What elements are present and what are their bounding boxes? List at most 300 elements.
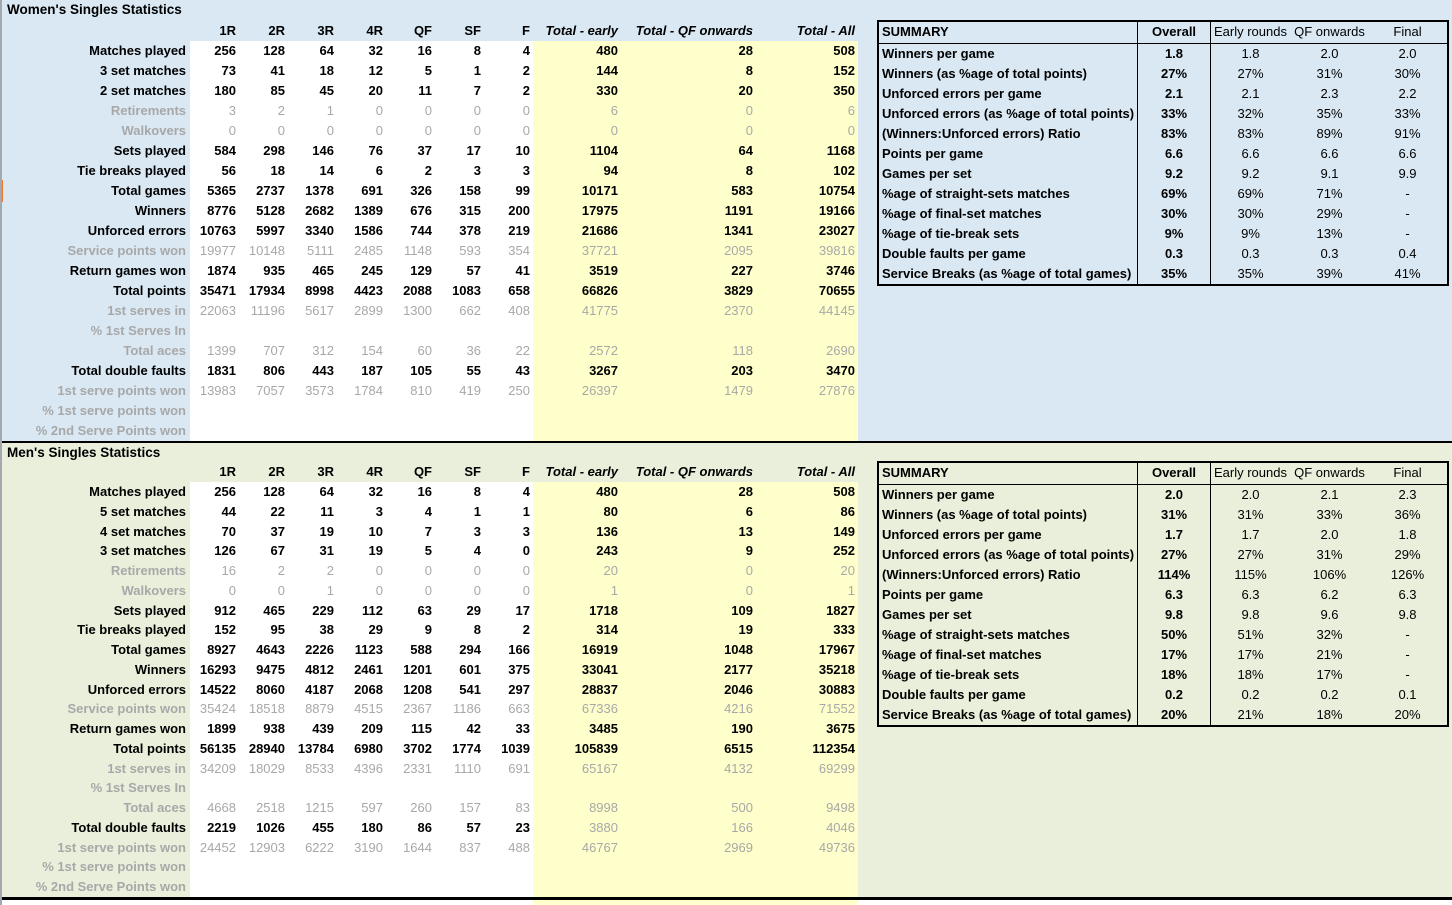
round-value-cell: 2 xyxy=(424,163,432,178)
total-value-cell: 2690 xyxy=(826,343,855,358)
round-value-cell: 41 xyxy=(270,63,285,78)
table-row xyxy=(0,581,860,601)
round-value-cell: 76 xyxy=(368,143,383,158)
summary-row-label: Winners (as %age of total points) xyxy=(879,505,1138,525)
summary-row xyxy=(879,545,1447,565)
round-value-cell: 2682 xyxy=(305,203,334,218)
summary-final-value: 1.8 xyxy=(1398,527,1417,542)
total-value-cell: 1718 xyxy=(589,602,618,618)
total-value-cell: 17975 xyxy=(581,203,618,218)
round-value-cell: 1148 xyxy=(404,243,432,258)
summary-qf-value: 2.1 xyxy=(1320,487,1339,502)
round-value-cell: 6222 xyxy=(305,839,334,855)
round-value-cell: 64 xyxy=(319,484,334,499)
table-row xyxy=(0,201,860,221)
summary-row-label: Winners per game xyxy=(879,44,1138,64)
summary-overall-value: 2.1 xyxy=(1138,84,1211,104)
round-value-cell: 8533 xyxy=(305,760,334,776)
total-value-cell: 71552 xyxy=(818,701,855,717)
round-value-cell: 29 xyxy=(368,622,383,638)
round-value-cell: 1399 xyxy=(207,343,236,358)
summary-qf-value: 6.2 xyxy=(1320,587,1339,602)
round-value-cell: 1 xyxy=(473,63,481,78)
mens-section-title: Men's Singles Statistics xyxy=(7,445,161,460)
round-value-cell xyxy=(288,401,337,421)
summary-overall-value: 18% xyxy=(1138,665,1211,685)
round-value-cell: 35424 xyxy=(199,701,236,717)
round-value-cell xyxy=(337,877,386,897)
total-value-cell: 8998 xyxy=(589,800,618,815)
round-value-cell: 0 xyxy=(228,582,236,598)
row-label: Walkovers xyxy=(121,123,186,138)
round-value-cell: 260 xyxy=(410,800,432,815)
summary-overall-value: 50% xyxy=(1138,625,1211,645)
summary-early-value: 0.3 xyxy=(1241,246,1260,261)
round-value-cell xyxy=(386,857,435,877)
round-value-cell: 488 xyxy=(508,839,530,855)
summary-row-label: Points per game xyxy=(879,585,1138,605)
round-value-cell: 13784 xyxy=(297,740,334,756)
round-value-cell: 3 xyxy=(473,523,481,539)
round-value-cell: 8776 xyxy=(207,203,236,218)
round-value-cell: 7 xyxy=(424,523,432,539)
round-value-cell xyxy=(435,321,484,341)
total-value-cell: 39816 xyxy=(818,243,855,258)
summary-early-value: 2.0 xyxy=(1241,487,1260,502)
round-value-cell: 810 xyxy=(410,383,432,398)
summary-row xyxy=(879,244,1447,264)
row-label: 1st serve points won xyxy=(57,383,186,398)
row-label: Total double faults xyxy=(71,363,186,378)
round-value-cell: 5997 xyxy=(256,223,285,238)
summary-row xyxy=(879,705,1447,725)
round-value-cell xyxy=(386,877,435,897)
round-value-cell: 1899 xyxy=(207,721,236,736)
row-label: 4 set matches xyxy=(100,523,186,539)
summary-row xyxy=(879,184,1447,204)
round-value-cell: 4 xyxy=(424,503,432,519)
row-label: Winners xyxy=(134,661,186,677)
summary-row-label: %age of straight-sets matches xyxy=(879,625,1138,645)
total-value-cell: 2046 xyxy=(724,681,753,697)
total-value-cell: 1104 xyxy=(589,143,618,158)
total-value-cell: 2572 xyxy=(589,343,618,358)
summary-qf-value: 31% xyxy=(1316,66,1343,81)
summary-early-value: 9.2 xyxy=(1241,166,1260,181)
round-value-cell xyxy=(190,421,239,441)
summary-row xyxy=(879,144,1447,164)
round-value-cell: 3 xyxy=(522,523,530,539)
summary-final-value: 91% xyxy=(1394,126,1421,141)
total-value-cell: 44145 xyxy=(818,303,855,318)
table-row xyxy=(0,241,860,261)
summary-qf-value: 2.0 xyxy=(1320,46,1339,61)
table-row xyxy=(0,759,860,779)
row-label: 3 set matches xyxy=(100,543,186,559)
table-row xyxy=(0,601,860,621)
total-value-cell: 3829 xyxy=(724,283,753,298)
summary-row xyxy=(879,204,1447,224)
row-label: 2 set matches xyxy=(100,83,186,98)
summary-row-label: Service Breaks (as %age of total games) xyxy=(879,264,1138,284)
summary-early-value: 51% xyxy=(1237,627,1264,642)
total-value-cell: 1479 xyxy=(724,383,753,398)
round-value-cell: 691 xyxy=(508,760,530,776)
round-value-cell: 19 xyxy=(319,523,334,539)
summary-final-value: 0.1 xyxy=(1398,687,1417,702)
summary-row-label: Unforced errors (as %age of total points) xyxy=(879,104,1138,124)
total-value-cell: 86 xyxy=(840,503,855,519)
table-row xyxy=(0,877,860,897)
summary-final-value: 36% xyxy=(1394,507,1421,522)
total-value-cell: 20 xyxy=(603,563,618,578)
round-value-cell: 465 xyxy=(263,602,285,618)
total-column-header: Total - QF onwards xyxy=(635,23,753,38)
round-value-cell: 29 xyxy=(466,602,481,618)
total-value-cell: 0 xyxy=(745,123,753,138)
summary-early-value: 1.7 xyxy=(1241,527,1260,542)
row-label: Tie breaks played xyxy=(77,163,186,178)
summary-early-value: 35% xyxy=(1237,266,1264,281)
round-value-cell: 0 xyxy=(375,123,383,138)
round-value-cell: 5 xyxy=(424,543,432,559)
round-value-cell: 7057 xyxy=(256,383,285,398)
summary-row-label: (Winners:Unforced errors) Ratio xyxy=(879,124,1138,144)
total-value-cell: 203 xyxy=(731,363,753,378)
round-value-cell: 663 xyxy=(508,701,530,717)
total-value-cell: 2177 xyxy=(724,661,753,677)
round-value-cell: 18 xyxy=(270,163,285,178)
total-value-cell: 6 xyxy=(610,103,618,118)
summary-overall-value: 30% xyxy=(1138,204,1211,224)
row-label: % 1st Serves In xyxy=(90,323,186,338)
round-column-header: F xyxy=(522,464,530,479)
round-value-cell: 8 xyxy=(473,43,481,58)
round-value-cell xyxy=(190,401,239,421)
total-value-cell: 13 xyxy=(738,523,753,539)
summary-final-value: - xyxy=(1405,186,1410,201)
round-value-cell: 935 xyxy=(263,263,285,278)
summary-row xyxy=(879,264,1447,284)
round-value-cell: 3 xyxy=(375,503,383,519)
round-value-cell: 63 xyxy=(417,602,432,618)
summary-row-label: Unforced errors per game xyxy=(879,84,1138,104)
round-value-cell: 115 xyxy=(411,721,432,736)
round-column-header: F xyxy=(522,23,530,38)
round-value-cell xyxy=(484,857,533,877)
summary-early-value: 69% xyxy=(1237,186,1264,201)
table-row xyxy=(0,341,860,361)
total-value-cell: 1 xyxy=(610,582,618,598)
summary-row xyxy=(879,64,1447,84)
womens-section-title: Women's Singles Statistics xyxy=(7,2,182,17)
round-value-cell: 3190 xyxy=(354,839,383,855)
bottom-sliver xyxy=(0,900,1452,905)
round-value-cell: 7 xyxy=(473,83,481,98)
round-value-cell: 4 xyxy=(522,43,530,58)
round-value-cell: 0 xyxy=(473,103,481,118)
row-label: 1st serve points won xyxy=(57,839,186,855)
summary-final-value: - xyxy=(1405,226,1410,241)
round-value-cell: 245 xyxy=(361,263,383,278)
round-value-cell: 1201 xyxy=(403,661,432,677)
row-label: 5 set matches xyxy=(100,503,186,519)
round-column-header: 1R xyxy=(219,23,236,38)
total-value-cell: 30883 xyxy=(818,681,855,697)
round-value-cell: 1774 xyxy=(452,740,481,756)
womens-section xyxy=(0,0,1452,441)
summary-qf-value: 35% xyxy=(1316,106,1343,121)
round-value-cell: 105 xyxy=(410,363,432,378)
row-label: Matches played xyxy=(89,43,186,58)
total-value-cell: 9498 xyxy=(826,800,855,815)
total-value-cell: 28837 xyxy=(581,681,618,697)
total-value-cell: 1168 xyxy=(826,143,855,158)
round-value-cell: 70 xyxy=(221,523,236,539)
total-value-cell xyxy=(621,778,756,798)
table-row xyxy=(0,660,860,680)
round-value-cell: 1026 xyxy=(256,819,285,835)
total-value-cell: 508 xyxy=(833,484,855,499)
round-value-cell: 32 xyxy=(368,43,383,58)
round-value-cell: 17934 xyxy=(248,283,285,298)
round-value-cell: 3 xyxy=(228,103,236,118)
round-value-cell xyxy=(386,421,435,441)
round-value-cell: 2899 xyxy=(354,303,383,318)
round-value-cell: 86 xyxy=(417,819,432,835)
total-value-cell: 105839 xyxy=(574,740,618,756)
round-column-header: SF xyxy=(464,23,481,38)
round-value-cell: 55 xyxy=(466,363,481,378)
summary-row-label: %age of straight-sets matches xyxy=(879,184,1138,204)
round-value-cell: 158 xyxy=(459,183,481,198)
summary-overall-value: 27% xyxy=(1138,64,1211,84)
total-value-cell xyxy=(621,857,756,877)
total-value-cell: 1827 xyxy=(826,602,855,618)
round-value-cell: 22 xyxy=(515,343,530,358)
total-value-cell: 583 xyxy=(731,183,753,198)
round-value-cell: 439 xyxy=(312,721,334,736)
round-value-cell xyxy=(239,421,288,441)
total-value-cell: 66826 xyxy=(581,283,618,298)
total-value-cell: 152 xyxy=(833,63,855,78)
round-value-cell: 18 xyxy=(319,63,334,78)
summary-final-value: 2.2 xyxy=(1398,86,1417,101)
summary-qf-value: 71% xyxy=(1316,186,1343,201)
total-value-cell: 10171 xyxy=(581,183,618,198)
total-value-cell: 166 xyxy=(731,819,753,835)
summary-row-label: (Winners:Unforced errors) Ratio xyxy=(879,565,1138,585)
total-value-cell: 16919 xyxy=(581,642,618,657)
total-value-cell: 3485 xyxy=(589,721,618,736)
total-value-cell: 6515 xyxy=(724,740,753,756)
summary-final-value: 9.8 xyxy=(1398,607,1417,622)
total-value-cell: 350 xyxy=(833,83,855,98)
round-value-cell: 294 xyxy=(459,642,481,657)
row-label: Retirements xyxy=(110,103,186,118)
table-row xyxy=(0,778,860,798)
summary-header-row xyxy=(879,463,1447,485)
summary-overall-value: 0.3 xyxy=(1138,244,1211,264)
round-value-cell xyxy=(484,877,533,897)
summary-early-value: 83% xyxy=(1237,126,1264,141)
total-value-cell: 109 xyxy=(731,602,753,618)
total-value-cell: 0 xyxy=(745,563,753,578)
round-value-cell: 14522 xyxy=(199,681,236,697)
round-value-cell: 378 xyxy=(459,223,481,238)
summary-overall-value: 2.0 xyxy=(1138,485,1211,505)
summary-col-early: Early rounds xyxy=(1214,465,1287,480)
round-value-cell: 1389 xyxy=(354,203,383,218)
summary-early-value: 9.8 xyxy=(1241,607,1260,622)
round-value-cell: 2 xyxy=(522,622,530,638)
summary-col-overall: Overall xyxy=(1138,463,1211,484)
round-value-cell: 806 xyxy=(263,363,285,378)
mens-summary-table xyxy=(877,461,1449,727)
total-value-cell: 69299 xyxy=(818,760,855,776)
round-value-cell: 2226 xyxy=(305,642,334,657)
round-value-cell: 0 xyxy=(424,103,432,118)
row-label-header xyxy=(0,462,190,482)
total-value-cell: 49736 xyxy=(818,839,855,855)
summary-early-value: 21% xyxy=(1237,707,1264,722)
table-row xyxy=(0,121,860,141)
total-value-cell: 333 xyxy=(833,622,855,638)
round-value-cell: 0 xyxy=(277,123,285,138)
round-value-cell: 28940 xyxy=(248,740,285,756)
summary-overall-value: 9.2 xyxy=(1138,164,1211,184)
total-value-cell: 118 xyxy=(732,343,753,358)
round-value-cell: 56135 xyxy=(199,740,236,756)
total-value-cell: 1341 xyxy=(724,223,753,238)
round-value-cell: 34209 xyxy=(199,760,236,776)
total-value-cell: 190 xyxy=(731,721,753,736)
row-label: 1st serves in xyxy=(107,760,186,776)
total-value-cell: 4132 xyxy=(724,760,753,776)
table-row xyxy=(0,141,860,161)
total-value-cell: 23027 xyxy=(818,223,855,238)
table-row xyxy=(0,798,860,818)
round-value-cell: 4668 xyxy=(207,800,236,815)
round-value-cell: 443 xyxy=(312,363,334,378)
round-value-cell xyxy=(288,778,337,798)
round-column-header: 2R xyxy=(268,464,285,479)
round-value-cell xyxy=(190,857,239,877)
round-value-cell xyxy=(190,321,239,341)
summary-col-overall: Overall xyxy=(1138,22,1211,43)
row-label: % 1st serve points won xyxy=(42,403,186,418)
table-row xyxy=(0,361,860,381)
summary-early-value: 31% xyxy=(1237,507,1264,522)
round-value-cell: 0 xyxy=(522,103,530,118)
round-value-cell xyxy=(435,421,484,441)
round-value-cell: 658 xyxy=(508,283,530,298)
round-value-cell: 64 xyxy=(319,43,334,58)
summary-row-label: Double faults per game xyxy=(879,244,1138,264)
table-row xyxy=(0,522,860,542)
total-value-cell: 102 xyxy=(833,163,855,178)
round-value-cell: 67 xyxy=(270,543,285,559)
round-value-cell: 219 xyxy=(508,223,530,238)
round-value-cell: 0 xyxy=(326,123,334,138)
summary-qf-value: 106% xyxy=(1312,567,1347,582)
round-value-cell: 1 xyxy=(473,503,481,519)
round-value-cell: 3 xyxy=(522,163,530,178)
round-value-cell: 3573 xyxy=(305,383,334,398)
summary-row-label: Games per set xyxy=(879,605,1138,625)
round-value-cell: 4187 xyxy=(305,681,334,697)
total-value-cell: 10754 xyxy=(818,183,855,198)
summary-early-value: 17% xyxy=(1237,647,1264,662)
table-row xyxy=(0,620,860,640)
summary-col-early: Early rounds xyxy=(1214,24,1287,39)
round-value-cell: 44 xyxy=(221,503,236,519)
round-value-cell: 166 xyxy=(508,642,530,657)
total-value-cell: 19 xyxy=(738,622,753,638)
table-row xyxy=(0,81,860,101)
summary-overall-value: 69% xyxy=(1138,184,1211,204)
round-value-cell: 10148 xyxy=(248,243,285,258)
total-value-cell: 480 xyxy=(596,43,618,58)
summary-qf-value: 18% xyxy=(1316,707,1343,722)
summary-title: SUMMARY xyxy=(879,22,1138,43)
row-label: Total points xyxy=(113,283,186,298)
total-value-cell: 2969 xyxy=(724,839,753,855)
round-value-cell: 837 xyxy=(459,839,481,855)
table-row xyxy=(0,421,860,441)
round-value-cell: 24452 xyxy=(199,839,236,855)
round-value-cell: 8879 xyxy=(305,701,334,717)
round-value-cell xyxy=(435,857,484,877)
row-label: % 2nd Serve Points won xyxy=(35,879,186,894)
total-value-cell: 94 xyxy=(603,163,618,178)
summary-row xyxy=(879,505,1447,525)
round-column-header: QF xyxy=(413,464,432,479)
round-value-cell: 8 xyxy=(473,484,481,499)
total-value-cell xyxy=(756,421,858,441)
summary-overall-value: 6.6 xyxy=(1138,144,1211,164)
round-value-cell: 1215 xyxy=(305,800,334,815)
round-value-cell: 57 xyxy=(466,263,481,278)
round-column-header: 3R xyxy=(317,23,334,38)
round-value-cell: 2331 xyxy=(403,760,432,776)
summary-row-label: Winners per game xyxy=(879,485,1138,505)
round-value-cell xyxy=(435,401,484,421)
total-value-cell xyxy=(533,877,621,897)
table-row xyxy=(0,401,860,421)
summary-row-label: Winners (as %age of total points) xyxy=(879,64,1138,84)
summary-final-value: 29% xyxy=(1394,547,1421,562)
summary-row xyxy=(879,525,1447,545)
total-value-cell xyxy=(533,421,621,441)
round-value-cell xyxy=(484,401,533,421)
round-value-cell: 146 xyxy=(312,143,334,158)
total-value-cell: 2370 xyxy=(724,303,753,318)
row-label: Return games won xyxy=(69,263,186,278)
total-value-cell: 1 xyxy=(847,582,855,598)
round-value-cell: 455 xyxy=(312,819,334,835)
round-value-cell: 8060 xyxy=(256,681,285,697)
round-value-cell: 129 xyxy=(410,263,432,278)
round-value-cell: 35471 xyxy=(199,283,236,298)
row-label: Service points won xyxy=(67,243,186,258)
round-value-cell: 465 xyxy=(312,263,334,278)
round-value-cell: 31 xyxy=(319,543,334,559)
table-row xyxy=(0,321,860,341)
round-value-cell: 8927 xyxy=(207,642,236,657)
total-column-header: Total - All xyxy=(796,23,855,38)
summary-early-value: 6.6 xyxy=(1241,146,1260,161)
